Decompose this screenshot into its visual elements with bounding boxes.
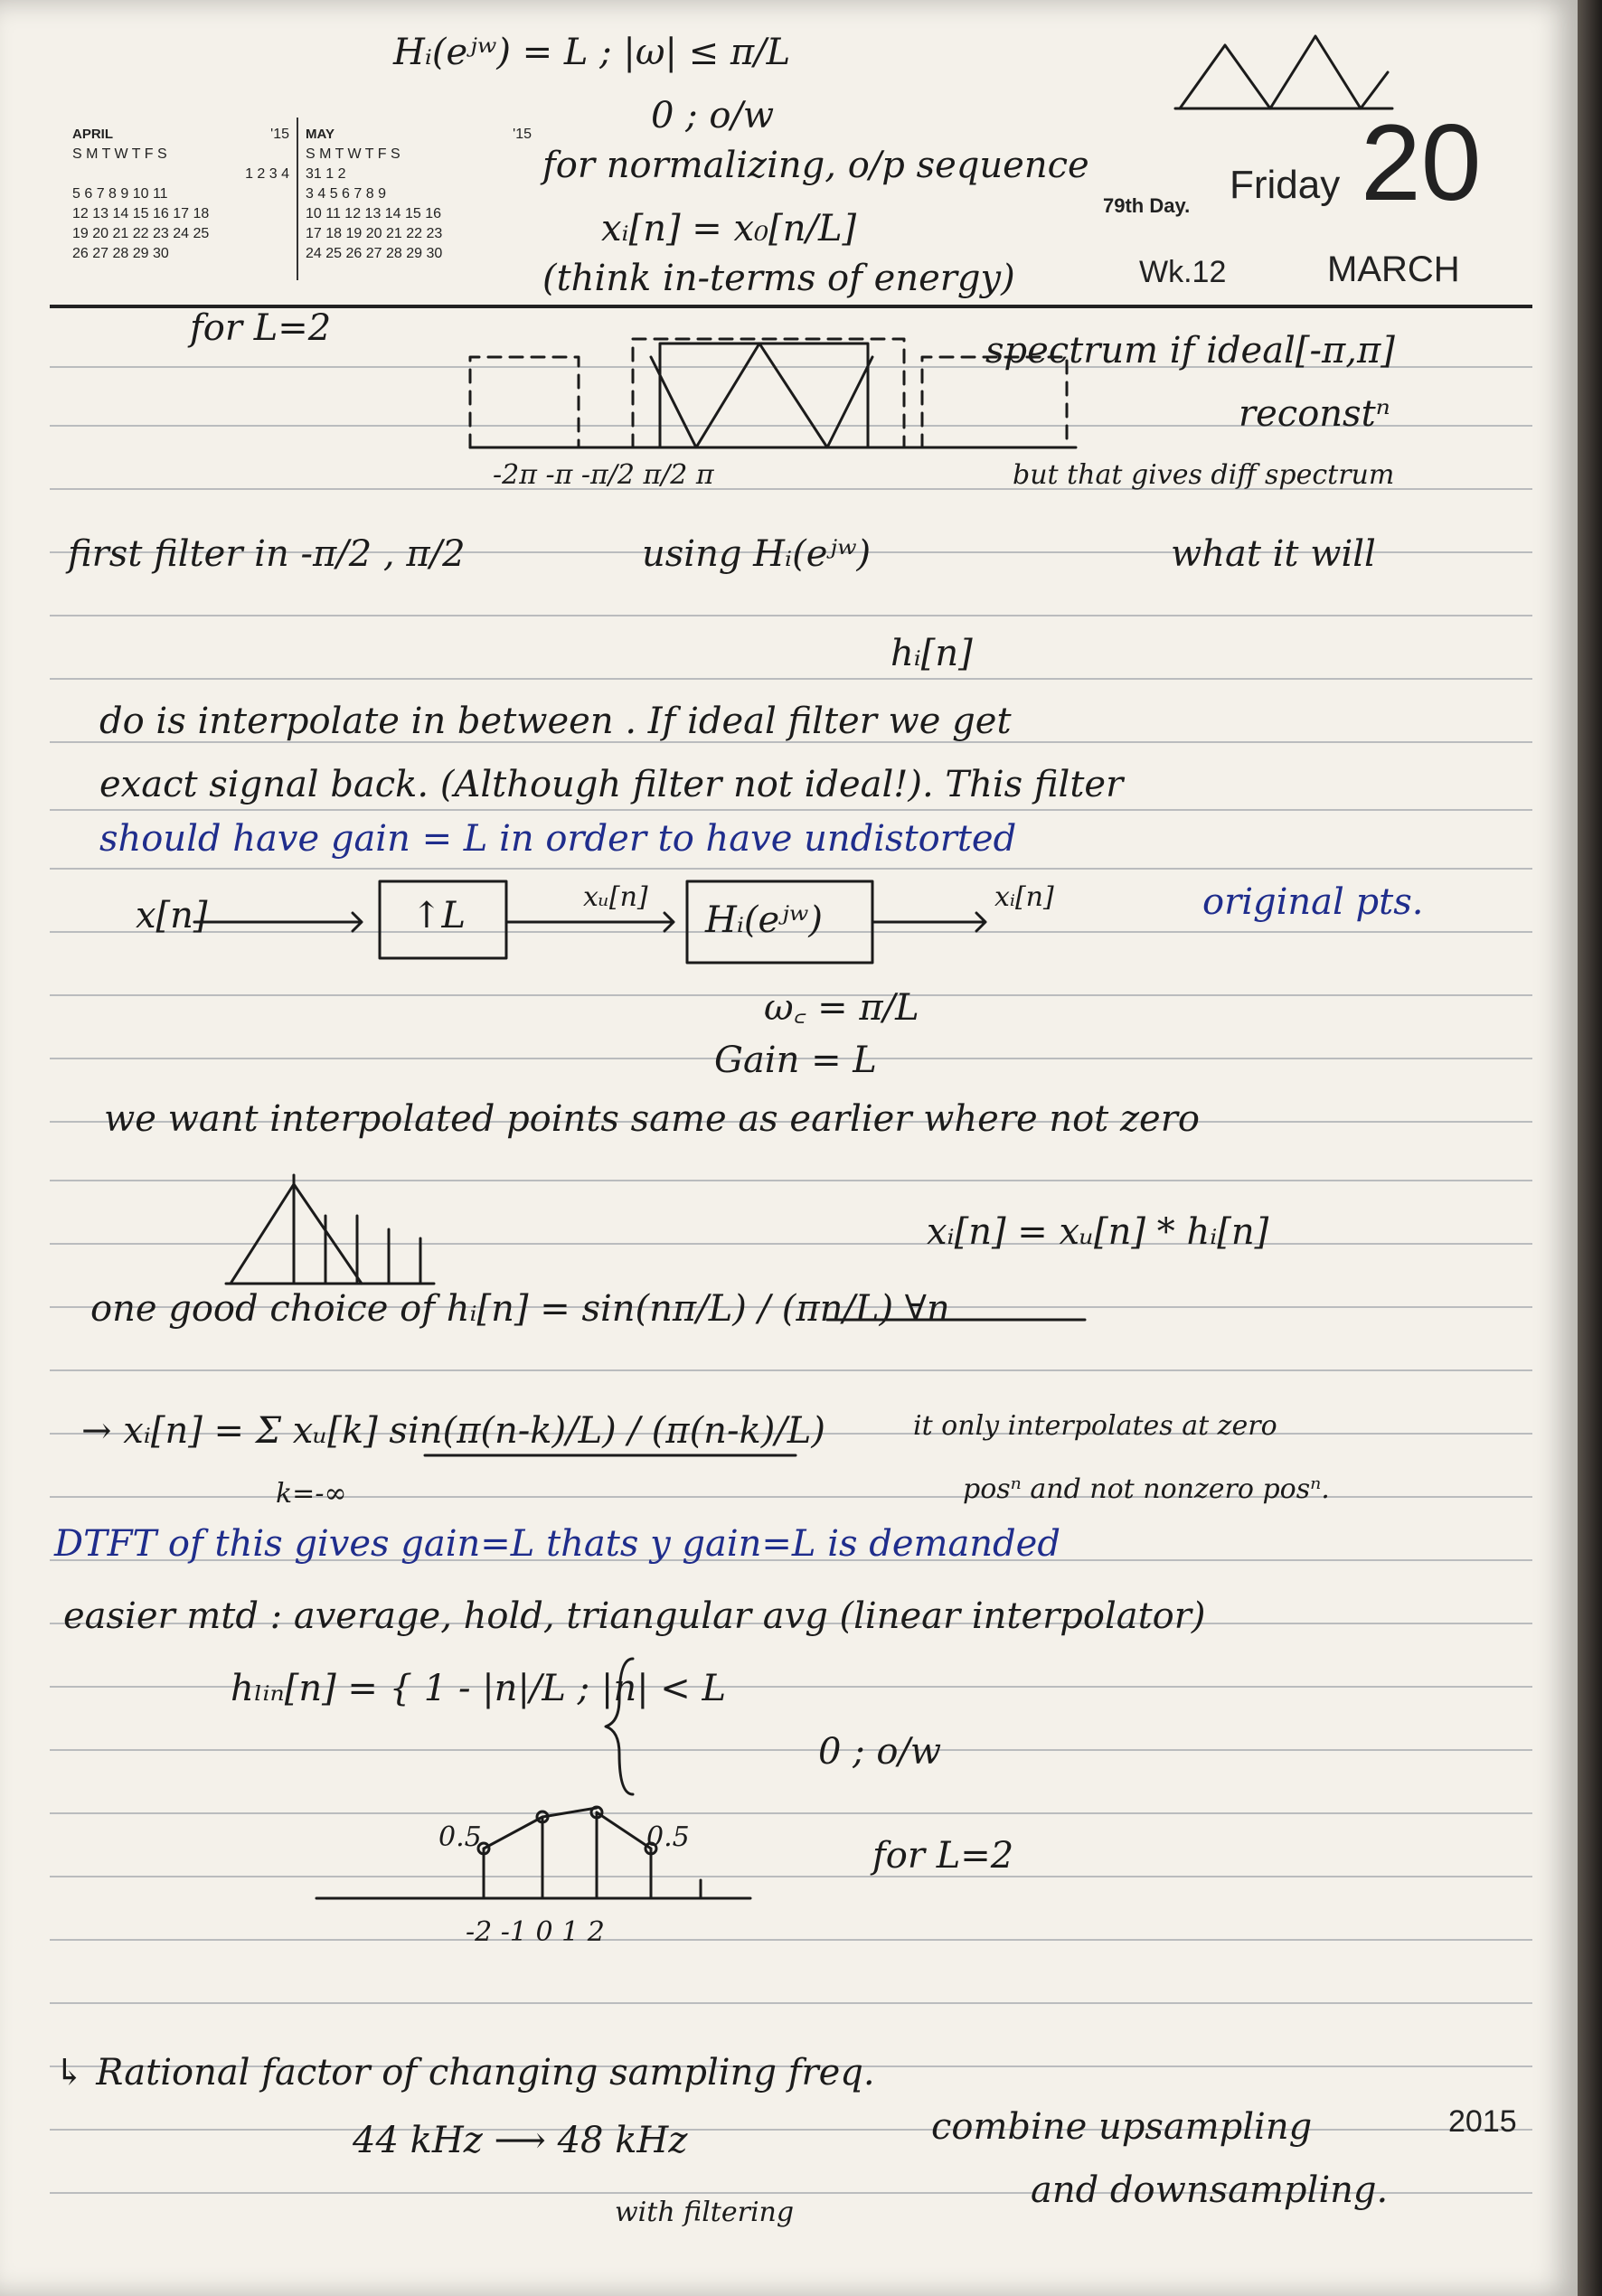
- note-line: using Hᵢ(eʲʷ): [642, 533, 872, 575]
- year-label: 2015: [1448, 2104, 1517, 2139]
- weekday: Friday: [1230, 163, 1341, 207]
- calendar-year-suffix: '15: [270, 127, 289, 142]
- month-name: MARCH: [1327, 249, 1460, 289]
- note-line: 0 ; o/w: [818, 1731, 942, 1773]
- note-line: xᵢ[n] = xᵤ[n] * hᵢ[n]: [927, 1211, 1269, 1253]
- gain-label: Gain = L: [714, 1040, 877, 1081]
- interpolation-sketch: [226, 1175, 434, 1284]
- header-doodle: [1180, 36, 1388, 108]
- calendar-week-row: 31 1 2: [306, 166, 346, 182]
- middle-arrow: [506, 913, 674, 931]
- note-line: we want interpolated points same as earlier where not zero: [104, 1098, 1200, 1140]
- stem-plot: [484, 1808, 701, 1898]
- note-line: do is interpolate in between . If ideal filter we get: [99, 701, 1012, 742]
- calendar-month-name: MAY: [306, 127, 335, 142]
- note-line: first filter in -π/2 , π/2: [68, 533, 466, 575]
- stem-value-label: 0.5: [438, 1821, 482, 1853]
- note-line: combine upsampling: [931, 2106, 1313, 2148]
- day-of-year: 79th Day.: [1103, 194, 1191, 217]
- output-signal-label: xᵢ[n]: [994, 881, 1054, 913]
- upsampled-signal-label: xᵤ[n]: [583, 881, 648, 913]
- note-line: k=-∞: [276, 1478, 347, 1510]
- block-input-label: x[n]: [136, 895, 208, 936]
- calendar-week-row: 12 13 14 15 16 17 18: [72, 206, 210, 221]
- stem-axis-labels: -2 -1 0 1 2: [466, 1916, 605, 1948]
- spectrum-triangles: [651, 343, 872, 447]
- note-line: reconstⁿ: [1239, 393, 1390, 435]
- filter-block-label: Hᵢ(eʲʷ): [705, 899, 823, 941]
- note-line: and downsampling.: [1031, 2169, 1389, 2211]
- note-line: with filtering: [615, 2197, 795, 2228]
- calendar-weekday-header: S M T W T F S: [306, 146, 400, 162]
- week-number: Wk.12: [1139, 255, 1227, 289]
- upsampler-block-label: ↑L: [411, 895, 466, 936]
- note-line: it only interpolates at zero: [913, 1410, 1277, 1442]
- note-line: hₗᵢₙ[n] = { 1 - |n|/L ; |n| < L: [231, 1668, 727, 1709]
- note-line: → xᵢ[n] = Σ xᵤ[k] sin(π(n-k)/L) / (π(n-k)/L): [81, 1410, 825, 1452]
- note-line: xᵢ[n] = x₀[n/L]: [601, 208, 857, 249]
- calendar-year-suffix: '15: [513, 127, 532, 142]
- note-line: Hᵢ(eʲʷ) = L ; |ω| ≤ π/L: [393, 32, 791, 73]
- note-line: 44 kHz ⟶ 48 kHz: [353, 2120, 688, 2161]
- note-line: ↳ Rational factor of changing sampling freq.: [54, 2052, 875, 2094]
- note-line: (think in-terms of energy): [542, 258, 1015, 299]
- notebook-edge: [1578, 0, 1602, 2296]
- cutoff-label: ω꜀ = π/L: [764, 987, 919, 1029]
- note-line: for normalizing, o/p sequence: [542, 145, 1089, 186]
- calendar-month-name: APRIL: [72, 127, 113, 142]
- piecewise-brace: [606, 1659, 633, 1794]
- note-line: original pts.: [1202, 881, 1424, 923]
- calendar-week-row: 1 2 3 4: [245, 166, 289, 182]
- calendar-week-row: 5 6 7 8 9 10 11: [72, 186, 168, 202]
- day-number: 20: [1361, 102, 1482, 223]
- calendar-week-row: 24 25 26 27 28 29 30: [306, 246, 443, 261]
- calendar-week-row: 17 18 19 20 21 22 23: [306, 226, 443, 241]
- note-line: for L=2: [190, 307, 332, 349]
- calendar-week-row: 26 27 28 29 30: [72, 246, 169, 261]
- spectrum-ideal-box: [660, 343, 868, 447]
- note-line: posⁿ and not nonzero posⁿ.: [963, 1473, 1330, 1505]
- calendar-week-row: 3 4 5 6 7 8 9: [306, 186, 386, 202]
- note-line: one good choice of hᵢ[n] = sin(nπ/L) / (πn/L) ∀n: [90, 1288, 950, 1330]
- note-line: spectrum if ideal[-π,π]: [985, 330, 1395, 372]
- note-line: exact signal back. (Although filter not ideal!). This filter: [99, 764, 1124, 805]
- note-line: what it will: [1171, 533, 1376, 575]
- stem-value-label: 0.5: [646, 1821, 690, 1853]
- note-line: should have gain = L in order to have undistorted: [99, 818, 1017, 860]
- note-line: easier mtd : average, hold, triangular avg (linear interpolator): [63, 1595, 1206, 1637]
- upsampler-block: [380, 881, 506, 958]
- filter-block: [687, 881, 872, 963]
- calendar-weekday-header: S M T W T F S: [72, 146, 167, 162]
- input-arrow: [194, 913, 362, 931]
- note-line: hᵢ[n]: [891, 633, 973, 674]
- calendar-week-row: 19 20 21 22 23 24 25: [72, 226, 210, 241]
- note-line: 0 ; o/w: [651, 95, 775, 136]
- output-arrow: [872, 913, 985, 931]
- note-line: for L=2: [872, 1835, 1014, 1877]
- calendar-week-row: 10 11 12 13 14 15 16: [306, 206, 442, 221]
- note-line: DTFT of this gives gain=L thats y gain=L is demanded: [54, 1523, 1060, 1565]
- spectrum-axis-labels: -2π -π -π/2 π/2 π: [493, 459, 714, 491]
- note-line: but that gives diff spectrum: [1013, 459, 1395, 491]
